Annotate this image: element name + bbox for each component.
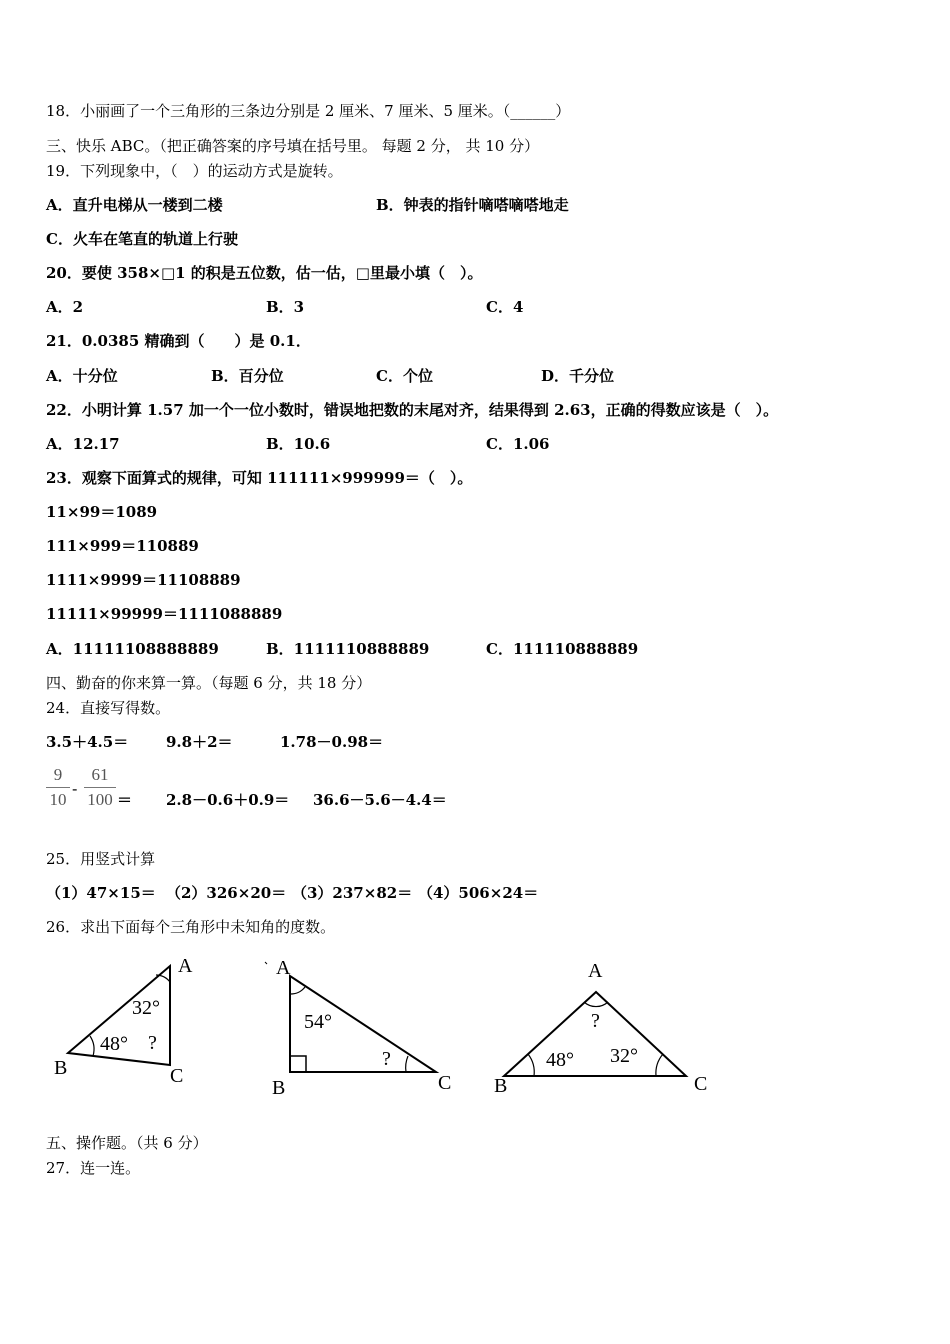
q20-option-b: B．3 — [266, 298, 305, 316]
angle-b-label: 48° — [546, 1049, 574, 1071]
q23-option-c: C．111110888889 — [486, 640, 639, 658]
section-4-title: 四、勤奋的你来算一算。（每题 6 分，共 18 分） — [46, 674, 372, 692]
question-23-stem: 23．观察下面算式的规律，可知 111111×999999＝（ ）。 — [46, 469, 473, 487]
q20-option-a: A．2 — [46, 298, 84, 316]
question-22-stem: 22．小明计算 1.57 加一个一位小数时，错误地把数的末尾对齐，结果得到 2.63，正确的得数应该是（ ）。 — [46, 401, 779, 419]
q24-expr-6: 36.6－5.6－4.4＝ — [313, 791, 447, 809]
vertex-label-b: B — [272, 1077, 286, 1099]
vertex-label-a: A — [178, 955, 193, 977]
fraction-61-100 — [84, 765, 116, 810]
q25-item-3: （3）237×82＝ — [292, 884, 413, 902]
q21-option-c: C．个位 — [376, 367, 433, 385]
vertex-label-b: B — [494, 1075, 508, 1097]
vertex-label-c: C — [694, 1073, 708, 1095]
q23-option-b: B．1111110888889 — [266, 640, 430, 658]
fraction-9-10 — [46, 765, 70, 810]
fraction-numerator: 61 — [91, 765, 109, 784]
minus-sign: - — [72, 779, 78, 798]
angle-arc — [528, 1054, 534, 1076]
q19-option-c: C．火车在笔直的轨道上行驶 — [46, 230, 238, 248]
question-27: 27．连一连。 — [46, 1159, 141, 1177]
equals-sign: ＝ — [117, 791, 133, 809]
section-5-title: 五、操作题。（共 6 分） — [46, 1134, 208, 1152]
q23-option-a: A．11111108888889 — [46, 640, 219, 658]
angle-arc — [90, 1036, 94, 1056]
angle-arc — [290, 987, 305, 994]
q21-option-b: B．百分位 — [211, 367, 284, 385]
vertex-label-a: A — [276, 957, 291, 979]
question-18: 18．小丽画了一个三角形的三条边分别是 2 厘米、7 厘米、5 厘米。（______） — [46, 102, 571, 120]
q25-item-1: （1）47×15＝ — [46, 884, 156, 902]
q23-pattern-2: 111×999＝110889 — [46, 537, 199, 555]
q22-option-c: C．1.06 — [486, 435, 550, 453]
triangle-2-figure — [260, 952, 470, 1102]
question-19-stem: 19．下列现象中，（ ）的运动方式是旋转。 — [46, 162, 343, 180]
question-24-stem: 24．直接写得数。 — [46, 699, 171, 717]
q24-expr-5: 2.8－0.6＋0.9＝ — [166, 791, 290, 809]
q19-option-a: A．直升电梯从一楼到二楼 — [46, 196, 223, 214]
fraction-denominator: 100 — [87, 790, 113, 809]
triangle-1-figure — [40, 952, 210, 1092]
angle-a-label: 32° — [132, 997, 160, 1019]
question-25-stem: 25．用竖式计算 — [46, 850, 156, 868]
right-angle-mark — [290, 1056, 306, 1072]
angle-arc — [406, 1056, 408, 1072]
vertex-label-a: A — [588, 960, 603, 982]
q25-item-2: （2）326×20＝ — [166, 884, 287, 902]
vertex-label-c: C — [170, 1065, 184, 1087]
triangle-3-figure — [488, 952, 718, 1102]
q19-option-b: B．钟表的指针嘀嗒嘀嗒地走 — [376, 196, 569, 214]
q25-item-4: （4）506×24＝ — [418, 884, 539, 902]
scan-mark — [265, 962, 267, 964]
q21-option-a: A．十分位 — [46, 367, 118, 385]
section-3-title: 三、快乐 ABC。（把正确答案的序号填在括号里。 每题 2 分， 共 10 分） — [46, 137, 540, 155]
q24-expr-2: 9.8＋2＝ — [166, 733, 233, 751]
angle-c-label: ? — [382, 1048, 391, 1070]
angle-c-label: 32° — [610, 1045, 638, 1067]
angle-arc — [656, 1054, 663, 1076]
q22-option-a: A．12.17 — [46, 435, 120, 453]
angle-c-label: ? — [148, 1032, 157, 1054]
angle-b-label: 48° — [100, 1033, 128, 1055]
question-26-stem: 26．求出下面每个三角形中未知角的度数。 — [46, 918, 336, 936]
q22-option-b: B．10.6 — [266, 435, 331, 453]
question-21-stem: 21．0.0385 精确到（ ）是 0.1． — [46, 332, 311, 350]
fraction-denominator: 10 — [49, 790, 67, 809]
angle-a-label: 54° — [304, 1011, 332, 1033]
q23-pattern-4: 11111×99999＝1111088889 — [46, 605, 283, 623]
angle-a-label: ? — [591, 1010, 600, 1032]
triangle-3-shape — [504, 992, 686, 1076]
q23-pattern-3: 1111×9999＝11108889 — [46, 571, 241, 589]
q24-expr-1: 3.5＋4.5＝ — [46, 733, 129, 751]
q23-pattern-1: 11×99＝1089 — [46, 503, 158, 521]
vertex-label-c: C — [438, 1072, 452, 1094]
q20-option-c: C．4 — [486, 298, 524, 316]
vertex-label-b: B — [54, 1057, 68, 1079]
fraction-numerator: 9 — [53, 765, 63, 784]
q21-option-d: D．千分位 — [541, 367, 615, 385]
q24-expr-3: 1.78－0.98＝ — [280, 733, 384, 751]
angle-arc — [584, 1002, 608, 1007]
question-20-stem: 20．要使 358×□1 的积是五位数，估一估，□里最小填（ ）。 — [46, 264, 483, 282]
